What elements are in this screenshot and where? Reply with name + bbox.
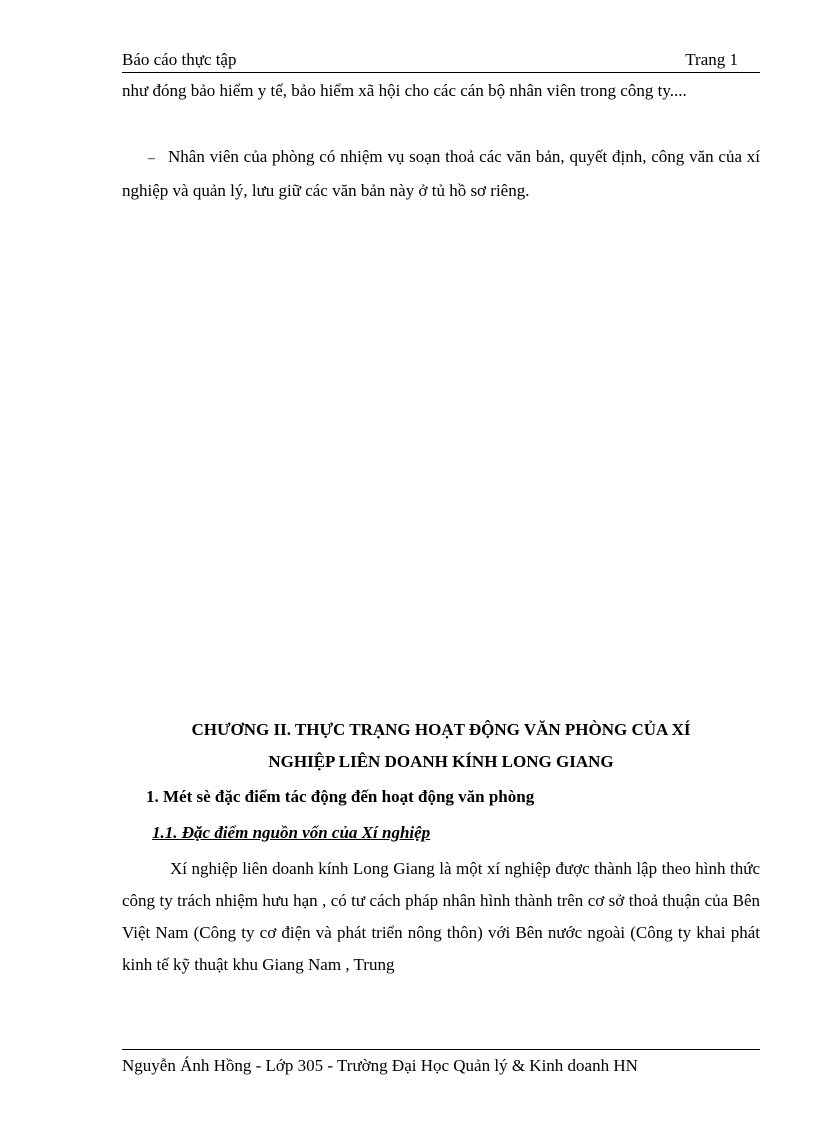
paragraph-insurance: như đóng bảo hiểm y tế, bảo hiểm xã hội cho các cán bộ nhân viên trong công ty.... bbox=[122, 81, 687, 100]
chapter-title-line-2: NGHIỆP LIÊN DOANH KÍNH LONG GIANG bbox=[268, 752, 614, 771]
paragraph-staff-duties-text: Nhân viên của phòng có nhiệm vụ soạn thoả các văn bản, quyết định, công văn của xí nghiệp và quản lý, lưu giữ các văn bản này ở tủ hồ sơ riêng. bbox=[122, 147, 760, 200]
page-header bbox=[122, 50, 760, 73]
page-footer: Nguyễn Ánh Hồng - Lớp 305 - Trường Đại Học Quản lý & Kinh doanh HN bbox=[122, 1049, 760, 1078]
section-heading: 1. Mét sè đặc điểm tác động đến hoạt động văn phòng bbox=[146, 787, 535, 806]
subsection-heading: 1.1. Đặc điểm nguồn vốn của Xí nghiệp bbox=[152, 823, 431, 842]
header-title: Báo cáo thực tập bbox=[122, 50, 237, 69]
bullet-dash: – bbox=[148, 151, 155, 166]
paragraph-staff-duties bbox=[122, 141, 760, 207]
paragraph-capital-source: Xí nghiệp liên doanh kính Long Giang là một xí nghiệp được thành lập theo hình thức công ty trách nhiệm hưu hạn , có tư cách pháp nhân hình thành trên cơ sở thoả thuận của Bên Việt Nam (Công ty cơ điện và phát triển nông thôn) với Bên nước ngoài (Công ty khai phát kinh tế kỹ thuật khu Giang Nam , Trung bbox=[122, 859, 760, 974]
header-page-number: Trang 1 bbox=[685, 50, 738, 69]
chapter-title-line-1: CHƯƠNG II. THỰC TRẠNG HOẠT ĐỘNG VĂN PHÒNG CỦA XÍ bbox=[191, 720, 691, 739]
